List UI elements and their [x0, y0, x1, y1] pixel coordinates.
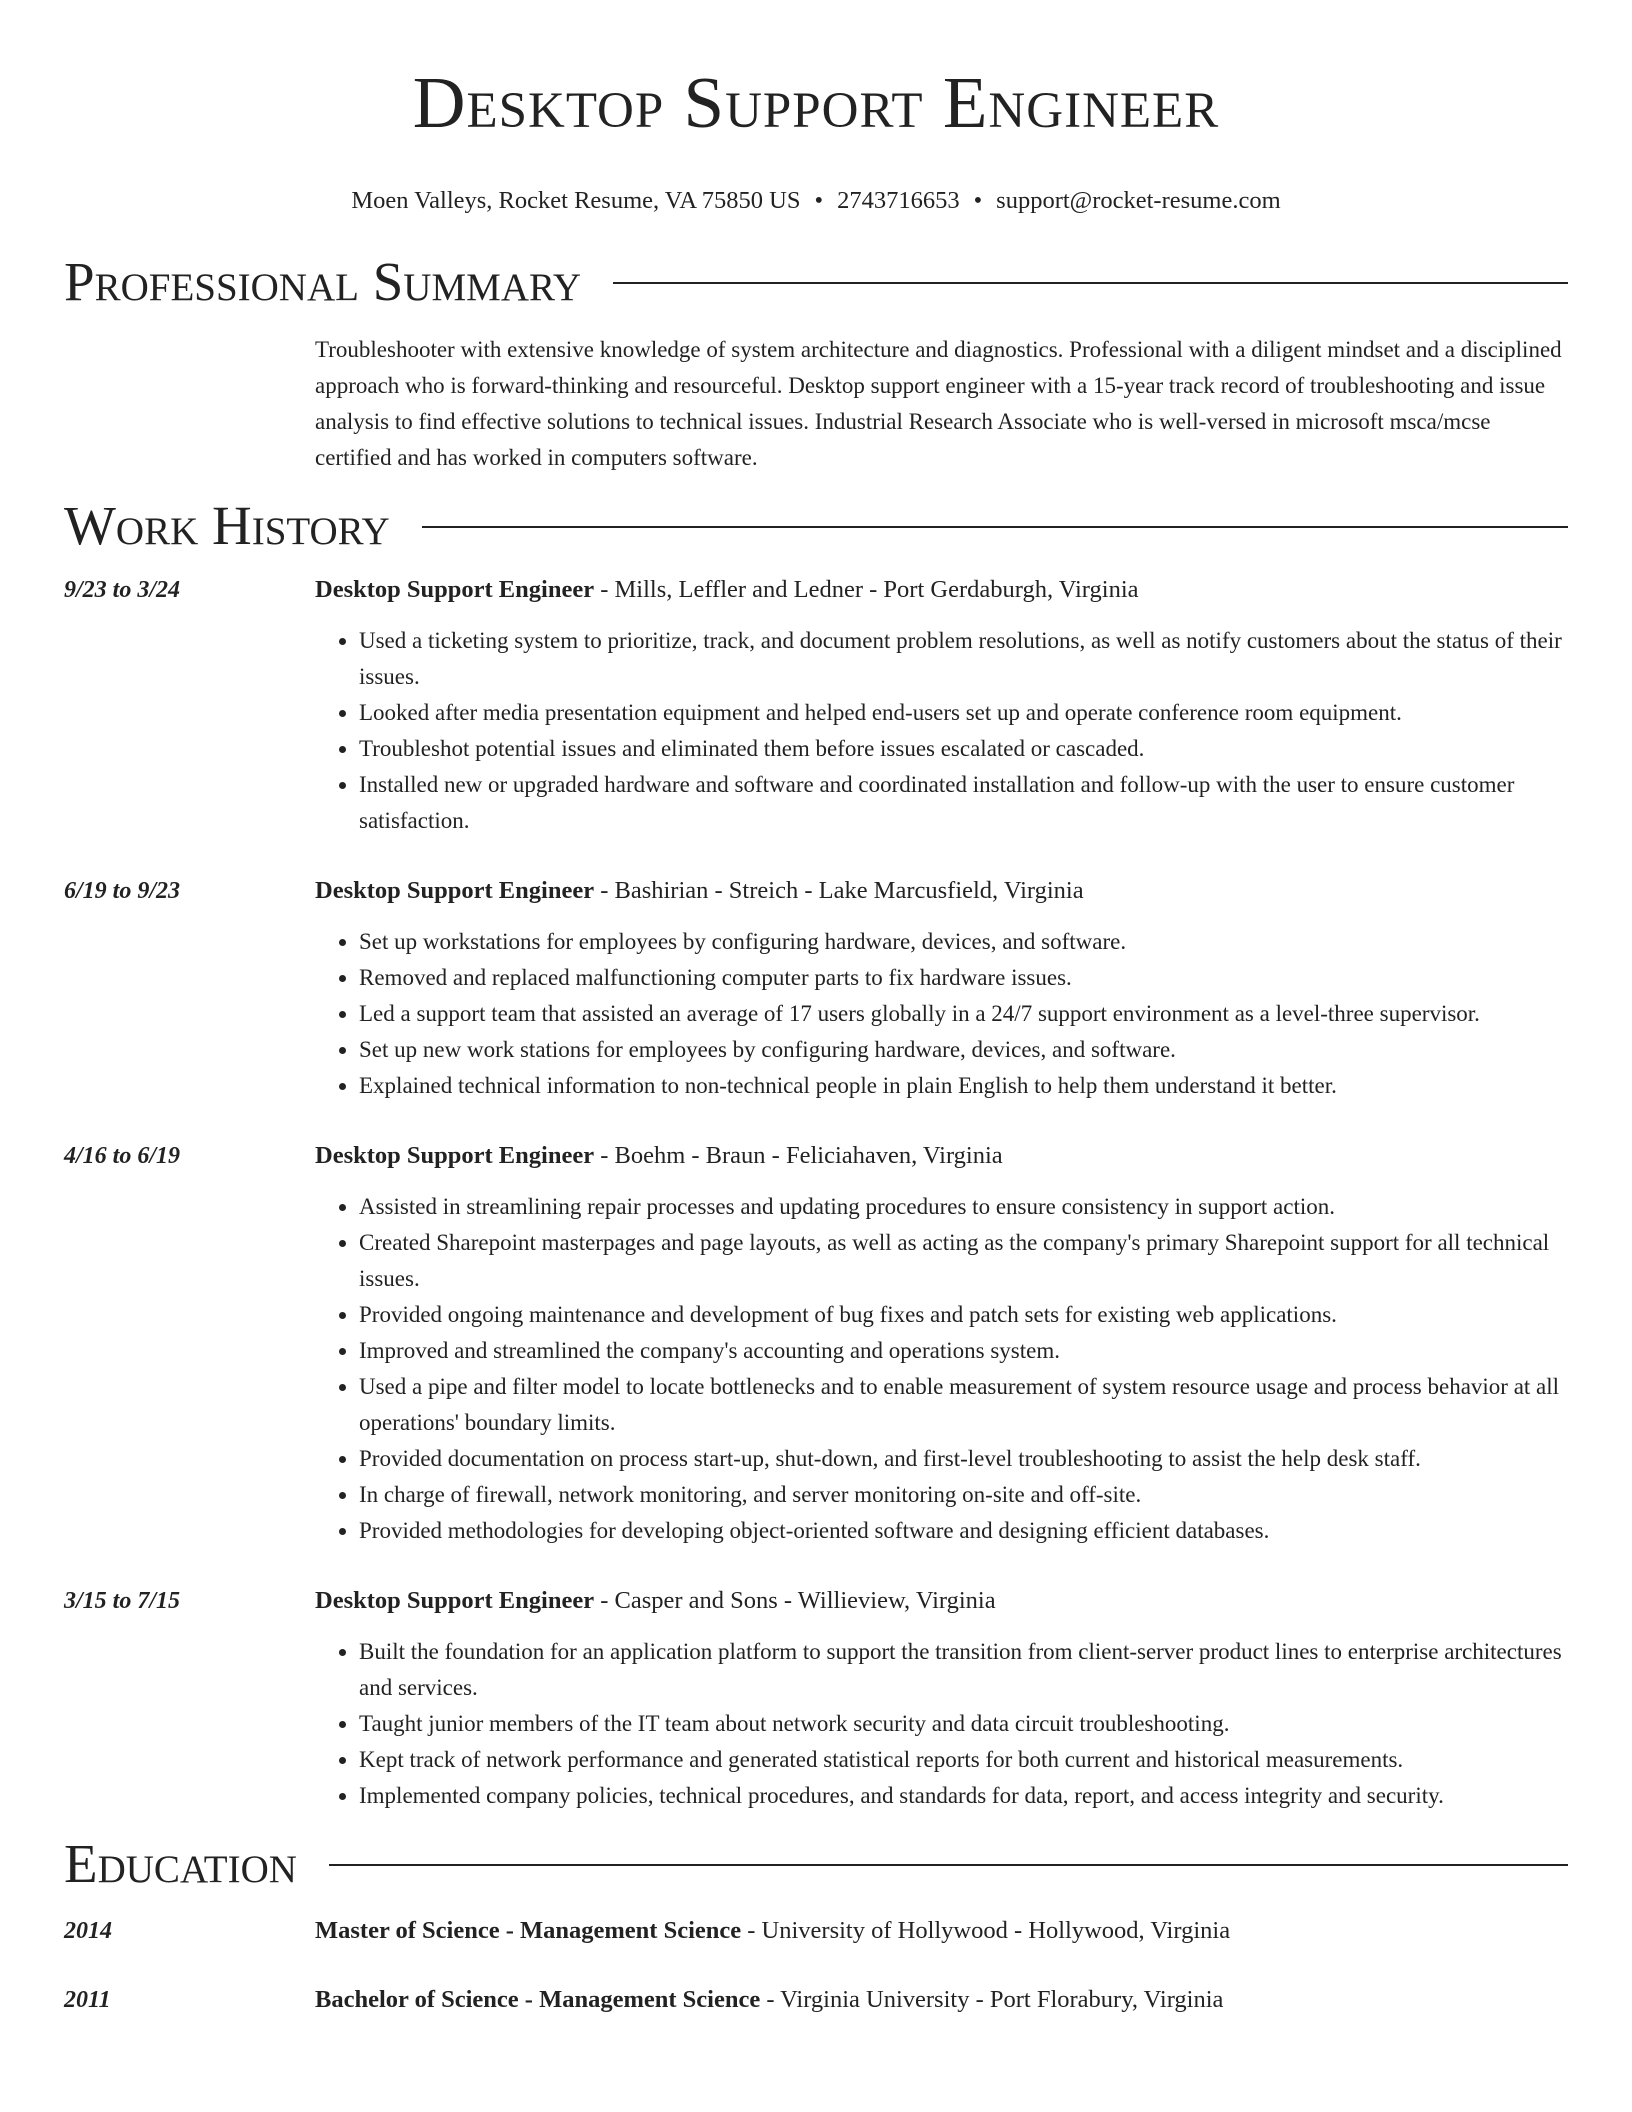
job-bullets: [315, 1634, 1568, 1814]
education-entry: [64, 1913, 1568, 1949]
job-bullet: • Kept track of network performance and generated statistical reports for both current and historical measurements.: [359, 1742, 1568, 1778]
job-bullet: • Created Sharepoint masterpages and page layouts, as well as acting as the company's primary Sharepoint support for all technical issues.: [359, 1225, 1568, 1297]
contact-line: [64, 186, 1568, 216]
job-bullet: • Used a pipe and filter model to locate bottlenecks and to enable measurement of system resource usage and process behavior at all operations' boundary limits.: [359, 1369, 1568, 1441]
job-bullet: • Provided ongoing maintenance and development of bug fixes and patch sets for existing web applications.: [359, 1297, 1568, 1333]
job-bullet: • In charge of firewall, network monitoring, and server monitoring on-site and off-site.: [359, 1477, 1568, 1513]
contact-separator: •: [814, 187, 824, 214]
job-bullets: [315, 1189, 1568, 1549]
job-body: [315, 1583, 1568, 1814]
job-bullet: • Looked after media presentation equipment and helped end-users set up and operate conference room equipment.: [359, 695, 1568, 731]
section-divider: [613, 282, 1568, 284]
education-degree: Master of Science - Management Science: [315, 1917, 742, 1944]
job-bullet: • Set up workstations for employees by configuring hardware, devices, and software.: [359, 924, 1568, 960]
work-section-header: [64, 496, 1568, 556]
contact-separator: •: [973, 187, 983, 214]
summary-text: Troubleshooter with extensive knowledge of system architecture and diagnostics. Professional with a diligent mindset and a disciplined approach who is forward-thinking and resourceful. Desktop support engineer with a 15-year track record of troubleshooting and issue analysis to find effective solutions to technical issues. Industrial Research Associate who is well-versed in microsoft msca/mcse certified and has worked in computers software.: [315, 337, 1562, 470]
job-body: [315, 572, 1568, 839]
job-entry: [64, 1583, 1568, 1814]
job-dates: 6/19 to 9/23: [64, 878, 181, 904]
job-entry: [64, 572, 1568, 839]
education-school: - Virginia University - Port Florabury, Virginia: [760, 1986, 1224, 2013]
job-bullet: • Assisted in streamlining repair processes and updating procedures to ensure consistency in support action.: [359, 1189, 1568, 1225]
job-entry: [64, 873, 1568, 1104]
job-bullets: [315, 623, 1568, 839]
contact-email: support@rocket-resume.com: [996, 187, 1281, 214]
summary-section-header: [64, 252, 1568, 312]
contact-phone: 2743716653: [837, 187, 960, 214]
resume-title: Desktop Support Engineer: [412, 62, 1220, 143]
contact-address: Moen Valleys, Rocket Resume, VA 75850 US: [351, 187, 801, 214]
summary-heading: Professional Summary: [64, 251, 582, 312]
job-bullet: • Removed and replaced malfunctioning computer parts to fix hardware issues.: [359, 960, 1568, 996]
job-bullet: • Improved and streamlined the company's accounting and operations system.: [359, 1333, 1568, 1369]
job-bullet: • Troubleshot potential issues and eliminated them before issues escalated or cascaded.: [359, 731, 1568, 767]
education-year: 2014: [64, 1918, 112, 1944]
job-bullet: • Provided documentation on process start-up, shut-down, and first-level troubleshooting to assist the help desk staff.: [359, 1441, 1568, 1477]
job-title: Desktop Support Engineer: [315, 1142, 595, 1169]
job-employer: - Boehm - Braun - Feliciahaven, Virginia: [594, 1142, 1003, 1169]
education-heading: Education: [64, 1833, 297, 1894]
job-header: [315, 572, 1568, 608]
education-entry: [64, 1982, 1568, 2018]
job-bullet: • Provided methodologies for developing object-oriented software and designing efficient databases.: [359, 1513, 1568, 1549]
job-body: [315, 1138, 1568, 1549]
job-bullet: • Explained technical information to non-technical people in plain English to help them understand it better.: [359, 1068, 1568, 1104]
job-bullet: • Used a ticketing system to prioritize, track, and document problem resolutions, as well as notify customers about the status of their issues.: [359, 623, 1568, 695]
job-title: Desktop Support Engineer: [315, 877, 595, 904]
job-title: Desktop Support Engineer: [315, 576, 595, 603]
section-divider: [329, 1864, 1568, 1866]
job-bullet: • Implemented company policies, technical procedures, and standards for data, report, and access integrity and security.: [359, 1778, 1568, 1814]
job-bullets: [315, 924, 1568, 1104]
education-school: - University of Hollywood - Hollywood, Virginia: [741, 1917, 1231, 1944]
education-year: 2011: [64, 1987, 111, 2013]
job-dates: 3/15 to 7/15: [64, 1588, 181, 1614]
section-divider: [422, 526, 1568, 528]
education-degree: Bachelor of Science - Management Science: [315, 1986, 761, 2013]
job-bullet: • Installed new or upgraded hardware and software and coordinated installation and follow-up with the user to ensure customer satisfaction.: [359, 767, 1568, 839]
job-employer: - Mills, Leffler and Ledner - Port Gerdaburgh, Virginia: [594, 576, 1139, 603]
job-title: Desktop Support Engineer: [315, 1587, 595, 1614]
job-employer: - Casper and Sons - Willieview, Virginia: [594, 1587, 996, 1614]
job-header: [315, 873, 1568, 909]
resume-page: [64, 0, 1568, 2018]
job-dates: 4/16 to 6/19: [64, 1143, 181, 1169]
job-header: [315, 1138, 1568, 1174]
job-bullet: • Led a support team that assisted an average of 17 users globally in a 24/7 support environment as a level-three supervisor.: [359, 996, 1568, 1032]
education-header: [315, 1982, 1568, 2018]
work-heading: Work History: [64, 495, 390, 556]
job-bullet: • Taught junior members of the IT team about network security and data circuit troubleshooting.: [359, 1706, 1568, 1742]
job-header: [315, 1583, 1568, 1619]
job-dates: 9/23 to 3/24: [64, 577, 181, 603]
job-bullet: • Built the foundation for an application platform to support the transition from client-server product lines to enterprise architectures and services.: [359, 1634, 1568, 1706]
job-employer: - Bashirian - Streich - Lake Marcusfield, Virginia: [594, 877, 1084, 904]
education-header: [315, 1913, 1568, 1949]
education-body: [315, 1982, 1568, 2018]
education-body: [315, 1913, 1568, 1949]
education-section-header: [64, 1834, 1568, 1894]
job-bullet: • Set up new work stations for employees by configuring hardware, devices, and software.: [359, 1032, 1568, 1068]
job-entry: [64, 1138, 1568, 1549]
job-body: [315, 873, 1568, 1104]
